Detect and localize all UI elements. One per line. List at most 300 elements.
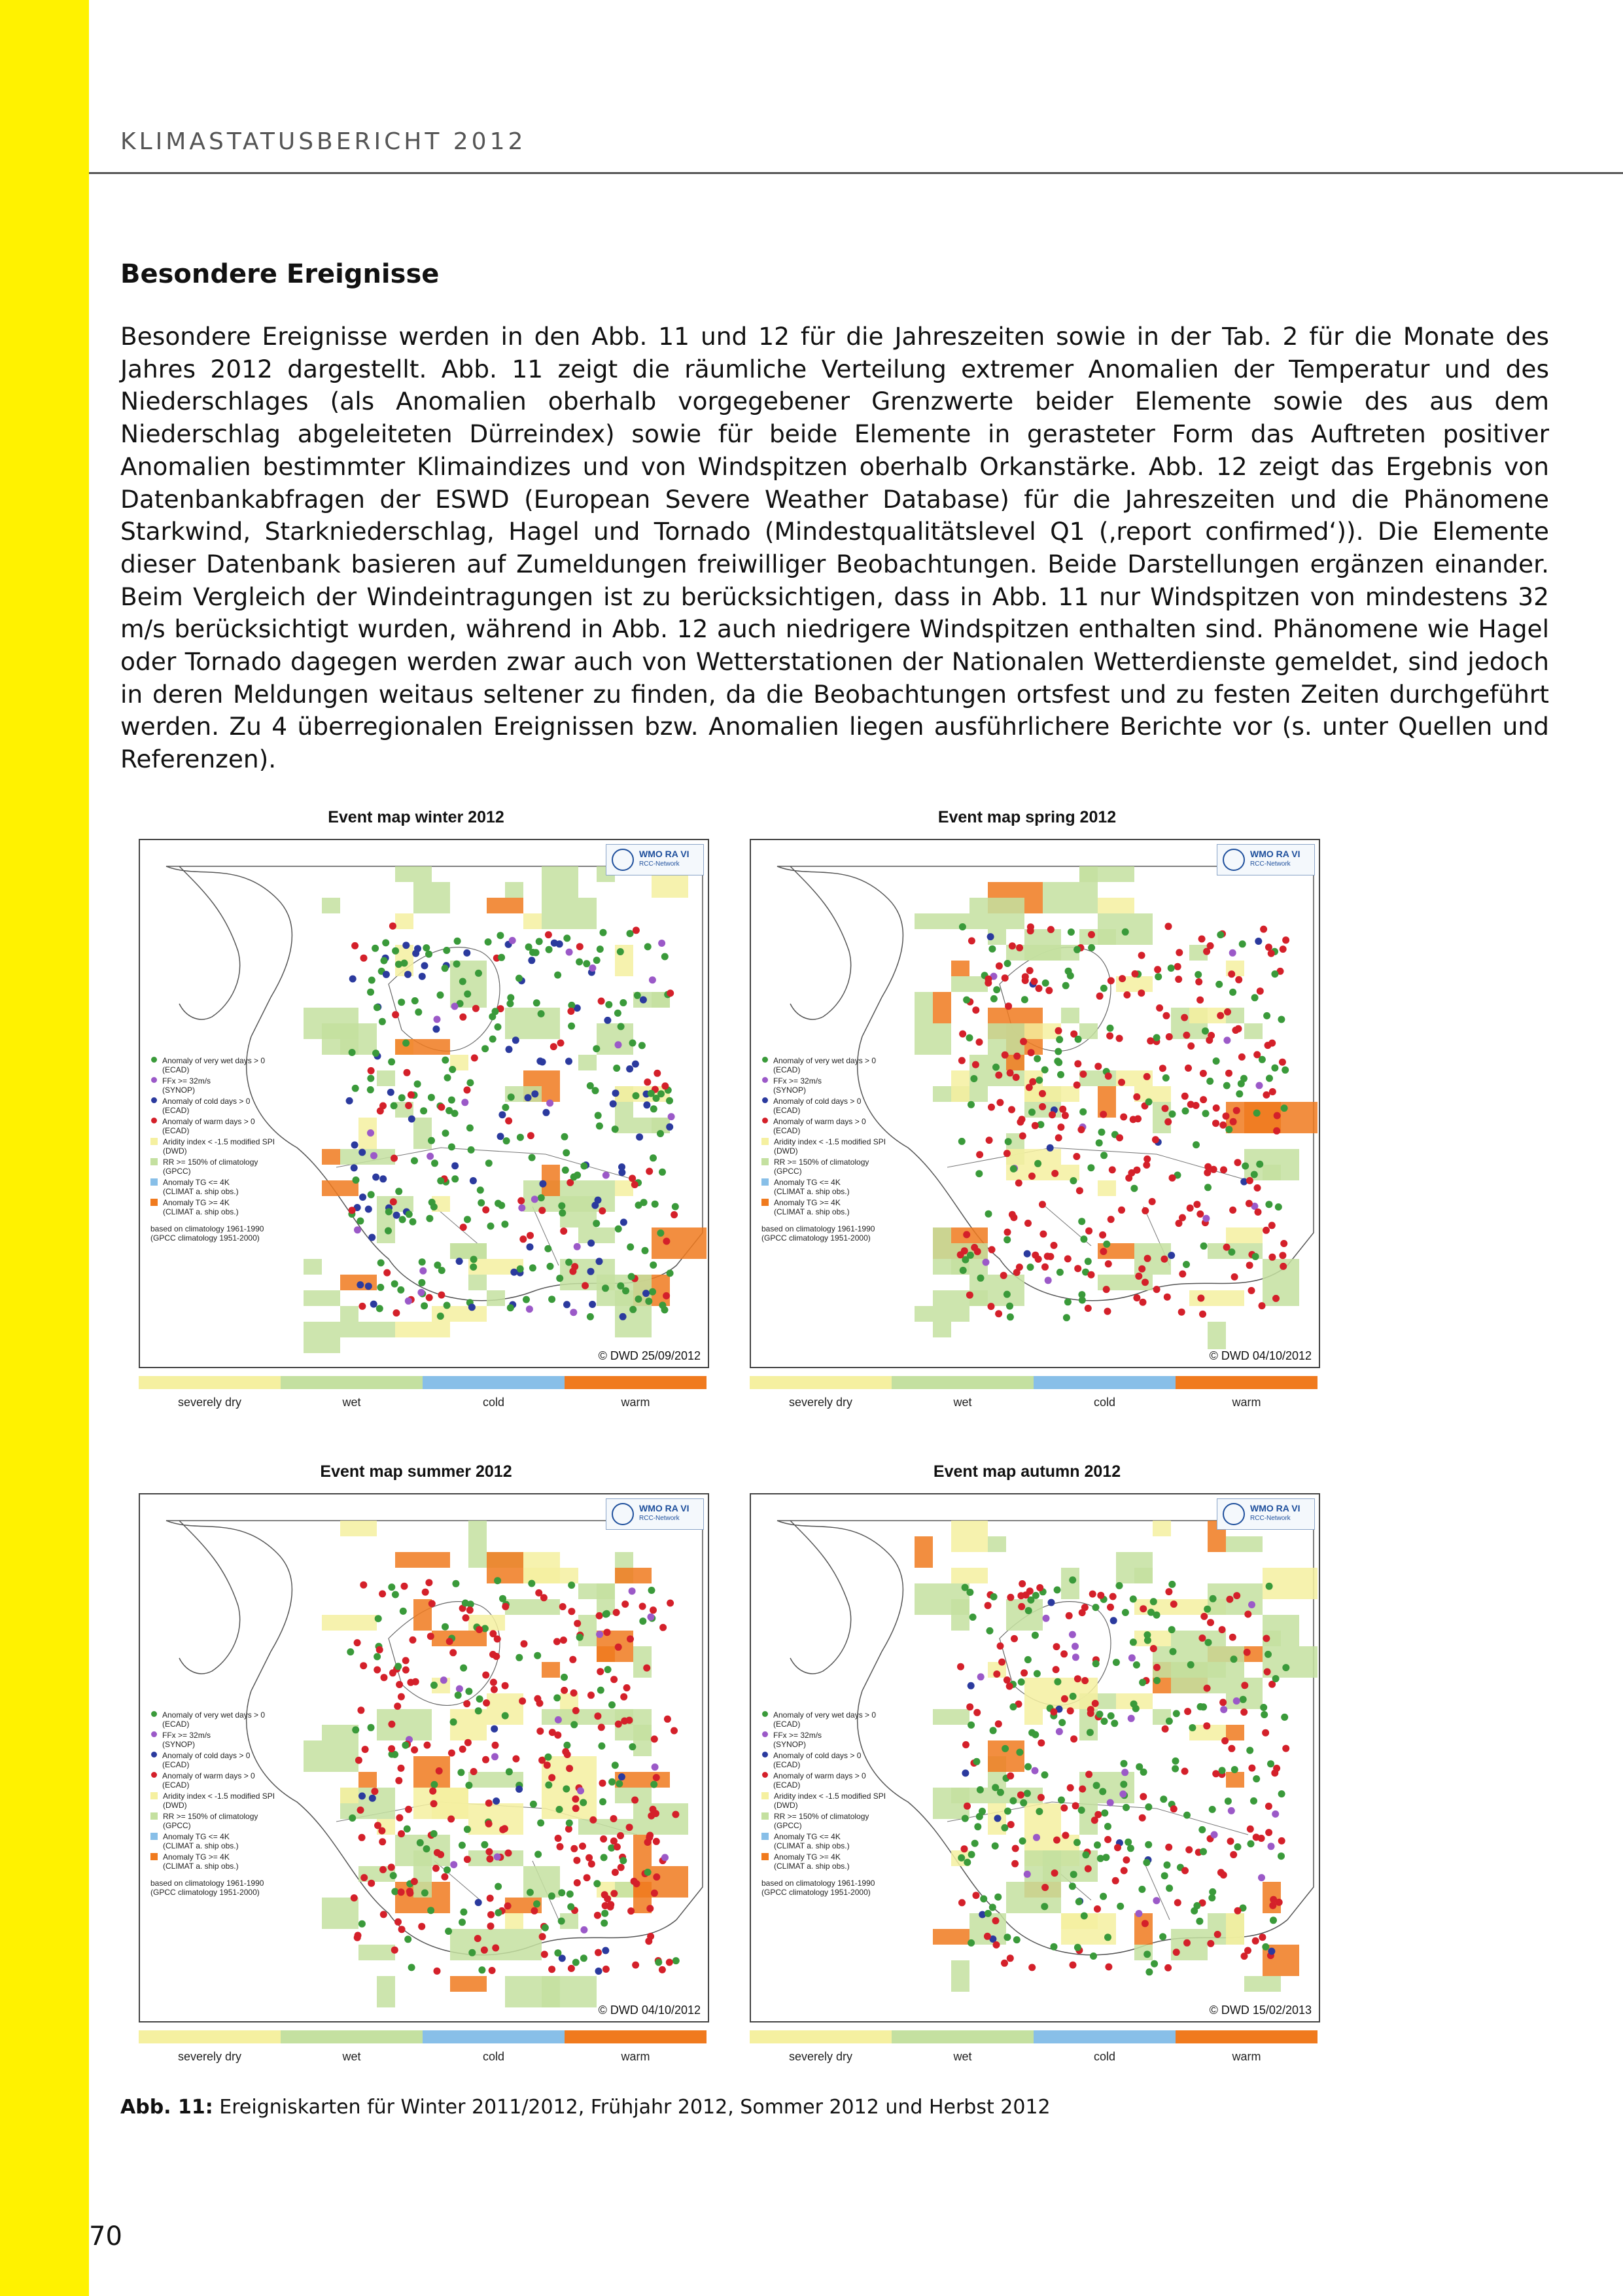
station-dot: [661, 1854, 669, 1861]
station-dot: [560, 1636, 567, 1644]
station-dot: [544, 1761, 551, 1769]
station-dot: [1032, 1632, 1039, 1639]
station-dot: [1204, 1184, 1212, 1191]
station-dot: [1060, 1805, 1068, 1812]
legend-source: (SYNOP): [773, 1740, 807, 1749]
station-dot: [627, 1635, 634, 1642]
station-dot: [1013, 1074, 1020, 1081]
legend-label: FFx >= 32m/s: [162, 1731, 211, 1740]
station-dot: [629, 1587, 636, 1595]
anomaly-cell: [1061, 1008, 1079, 1023]
station-dot: [1053, 1643, 1060, 1650]
station-dot: [448, 1143, 455, 1150]
station-dot: [411, 997, 419, 1004]
station-dot: [618, 1773, 625, 1780]
station-dot: [1183, 1261, 1190, 1268]
station-dot: [1072, 1802, 1079, 1809]
station-dot: [424, 1742, 431, 1749]
colorbar-segment: [139, 1376, 281, 1389]
station-dot: [1196, 997, 1204, 1004]
station-dot: [1067, 1784, 1074, 1792]
station-dot: [972, 1061, 979, 1069]
station-dot: [1258, 1874, 1265, 1881]
anomaly-cell: [358, 1945, 395, 1960]
legend-swatch: [151, 1772, 157, 1778]
station-dot: [1145, 1803, 1152, 1810]
legend-item: [761, 1117, 958, 1135]
station-dot: [1282, 1067, 1289, 1074]
station-dot: [565, 1259, 572, 1266]
anomaly-cell: [450, 1243, 487, 1259]
station-dot: [647, 1614, 654, 1621]
station-dot: [659, 1966, 666, 1973]
colorbar-segment: [892, 2030, 1034, 2043]
station-dot: [1255, 938, 1262, 945]
station-dot: [988, 1104, 995, 1111]
legend-label: Anomaly of warm days > 0: [162, 1771, 255, 1780]
station-dot: [635, 1296, 642, 1303]
legend-swatch: [761, 1792, 769, 1799]
station-dot: [588, 1860, 595, 1867]
station-dot: [1048, 1599, 1055, 1606]
station-dot: [597, 945, 604, 953]
station-dot: [1001, 1960, 1008, 1967]
station-dot: [494, 1577, 501, 1584]
station-dot: [654, 1070, 661, 1077]
station-dot: [1062, 982, 1070, 989]
station-dot: [1235, 1025, 1242, 1033]
station-dot: [1153, 1664, 1161, 1671]
station-dot: [992, 1064, 1000, 1071]
colorbar-segment: [565, 2030, 707, 2043]
station-dot: [460, 1665, 467, 1672]
station-dot: [538, 1207, 546, 1214]
station-dot: [379, 1590, 386, 1597]
anomaly-cell: [1244, 1023, 1263, 1039]
station-dot: [1113, 1659, 1120, 1666]
station-dot: [620, 999, 627, 1006]
station-dot: [506, 1046, 513, 1053]
station-dot: [995, 1720, 1002, 1727]
station-dot: [354, 1639, 361, 1646]
station-dot: [1264, 1669, 1271, 1676]
station-dot: [503, 1137, 510, 1144]
station-dot: [559, 1603, 567, 1610]
station-dot: [1138, 1265, 1145, 1273]
station-dot: [1125, 1839, 1132, 1846]
station-dot: [959, 923, 966, 930]
station-dot: [1042, 980, 1049, 987]
station-dot: [986, 1137, 993, 1144]
station-dot: [371, 1788, 378, 1795]
legend-item: [150, 1852, 347, 1871]
station-dot: [650, 1606, 657, 1614]
station-dot: [398, 1888, 405, 1896]
station-dot: [1038, 1794, 1045, 1801]
station-dot: [1038, 1739, 1045, 1746]
station-dot: [461, 1099, 468, 1106]
station-dot: [475, 1899, 482, 1906]
station-dot: [534, 1851, 542, 1858]
station-dot: [1153, 1612, 1161, 1619]
station-dot: [506, 1768, 513, 1775]
station-dot: [1234, 1843, 1242, 1850]
station-dot: [475, 970, 482, 977]
colorbar-labels: [139, 2050, 707, 2064]
station-dot: [646, 1905, 654, 1912]
station-dot: [472, 1005, 480, 1012]
station-dot: [640, 997, 647, 1004]
station-dot: [426, 1294, 433, 1301]
anomaly-cell: [413, 882, 432, 913]
station-dot: [1121, 1760, 1128, 1767]
station-dot: [1183, 1812, 1191, 1819]
station-dot: [1280, 1263, 1287, 1270]
station-dot: [502, 1682, 509, 1689]
colorbar-label: warm: [621, 2050, 650, 2063]
legend-item: [150, 1137, 347, 1156]
station-dot: [410, 1636, 417, 1644]
station-dot: [401, 1583, 408, 1590]
station-dot: [539, 1933, 546, 1940]
station-dot: [548, 1296, 555, 1303]
station-dot: [1282, 1664, 1289, 1671]
station-dot: [1104, 1308, 1111, 1315]
legend-label: Anomaly of cold days > 0: [162, 1751, 251, 1760]
station-dot: [1183, 1032, 1190, 1039]
station-dot: [351, 1164, 358, 1171]
station-dot: [518, 1205, 525, 1212]
station-dot: [1039, 1090, 1046, 1097]
station-dot: [1231, 1273, 1238, 1280]
station-dot: [494, 1853, 501, 1860]
station-dot: [1009, 1797, 1017, 1805]
station-dot: [990, 1727, 997, 1734]
station-dot: [501, 1221, 508, 1228]
station-dot: [515, 1654, 523, 1661]
station-dot: [1074, 1675, 1081, 1682]
station-dot: [1219, 1122, 1227, 1129]
station-dot: [476, 1626, 483, 1633]
station-dot: [976, 1151, 983, 1158]
station-dot: [1073, 1839, 1081, 1846]
legend-label: Aridity index < -1.5 modified SPI: [774, 1792, 886, 1801]
station-dot: [463, 949, 470, 957]
station-dot: [393, 1212, 400, 1219]
station-dot: [459, 978, 466, 985]
station-dot: [532, 949, 540, 956]
anomaly-cell: [340, 1306, 358, 1322]
station-dot: [533, 1900, 540, 1907]
station-dot: [1106, 1033, 1113, 1040]
anomaly-cell: [377, 1212, 395, 1243]
station-dot: [442, 1129, 449, 1137]
station-dot: [668, 1113, 675, 1120]
station-dot: [374, 1667, 381, 1674]
legend-swatch: [151, 1118, 157, 1123]
station-dot: [540, 1594, 548, 1601]
station-dot: [1121, 1867, 1128, 1874]
legend-source: (ECAD): [773, 1720, 801, 1729]
station-dot: [602, 1172, 610, 1179]
station-dot: [636, 1133, 643, 1140]
colorbar-segment: [750, 1376, 892, 1389]
legend-label: Anomaly TG >= 4K: [774, 1852, 841, 1862]
station-dot: [1022, 977, 1029, 984]
station-dot: [351, 1894, 358, 1901]
station-dot: [1135, 1910, 1142, 1917]
legend-item: [150, 1792, 347, 1810]
station-dot: [602, 1284, 609, 1292]
station-dot: [1104, 1934, 1111, 1941]
station-dot: [1043, 1615, 1050, 1622]
station-dot: [358, 1920, 366, 1928]
legend-note-line2: (GPCC climatology 1951-2000): [150, 1233, 260, 1243]
station-dot: [1017, 1118, 1024, 1125]
station-dot: [1138, 1886, 1145, 1893]
station-dot: [649, 1288, 656, 1296]
anomaly-cell: [1263, 1290, 1299, 1306]
station-dot: [1092, 1700, 1099, 1707]
station-dot: [607, 1903, 614, 1911]
station-dot: [528, 957, 535, 964]
station-dot: [402, 1040, 410, 1047]
station-dot: [594, 1712, 601, 1720]
station-dot: [973, 1758, 981, 1765]
station-dot: [460, 1909, 467, 1916]
legend-item: [761, 1731, 958, 1749]
station-dot: [1056, 1728, 1063, 1735]
station-dot: [390, 1198, 397, 1205]
station-dot: [556, 940, 563, 947]
station-dot: [1217, 931, 1224, 938]
station-dot: [450, 1861, 457, 1868]
station-dot: [1078, 1807, 1085, 1814]
station-dot: [1272, 1810, 1279, 1818]
station-dot: [983, 1259, 990, 1266]
legend-note: [150, 1879, 347, 1897]
station-dot: [992, 1784, 999, 1791]
station-dot: [561, 1133, 568, 1140]
station-dot: [617, 1282, 624, 1290]
station-dot: [1139, 1814, 1146, 1822]
station-dot: [1019, 1580, 1026, 1587]
station-dot: [1055, 1134, 1062, 1141]
station-dot: [376, 1305, 383, 1312]
station-dot: [426, 1215, 433, 1222]
station-dot: [1179, 1271, 1186, 1278]
legend-source: (CLIMAT a. ship obs.): [163, 1207, 239, 1216]
station-dot: [594, 1912, 601, 1919]
station-dot: [381, 1674, 388, 1681]
station-dot: [567, 1903, 574, 1911]
station-dot: [421, 1302, 428, 1309]
station-dot: [395, 961, 402, 968]
station-dot: [1060, 1650, 1068, 1657]
station-dot: [1161, 1256, 1168, 1263]
legend-label: Anomaly TG <= 4K: [774, 1832, 841, 1841]
station-dot: [646, 1168, 653, 1175]
legend-note-line1: based on climatology 1961-1990: [150, 1224, 264, 1233]
station-dot: [1006, 1303, 1013, 1310]
station-dot: [1267, 1760, 1274, 1767]
anomaly-cell: [542, 898, 597, 929]
station-dot: [1223, 1244, 1230, 1251]
station-dot: [1120, 1781, 1127, 1788]
anomaly-cell: [1116, 1552, 1153, 1583]
station-dot: [1123, 1856, 1130, 1863]
station-dot: [657, 1130, 664, 1137]
station-dot: [1109, 1593, 1117, 1600]
station-dot: [1282, 1745, 1289, 1752]
station-dot: [570, 1309, 577, 1316]
station-dot: [422, 1589, 429, 1596]
legend-source: (ECAD): [162, 1720, 190, 1729]
legend-swatch: [150, 1853, 158, 1860]
station-dot: [487, 1911, 495, 1918]
legend-text: [774, 1852, 850, 1871]
station-dot: [539, 1180, 546, 1188]
station-dot: [395, 1188, 402, 1195]
station-dot: [1202, 1215, 1210, 1222]
station-dot: [1045, 1277, 1052, 1284]
station-dot: [392, 947, 399, 955]
legend-item: [150, 1157, 347, 1176]
station-dot: [1075, 1036, 1082, 1043]
station-dot: [538, 1010, 545, 1017]
station-dot: [1246, 1177, 1253, 1184]
station-dot: [1143, 1859, 1150, 1866]
station-dot: [1210, 1595, 1217, 1602]
station-dot: [498, 1111, 506, 1118]
station-dot: [612, 1869, 619, 1876]
station-dot: [1087, 1164, 1094, 1171]
station-dot: [1145, 1099, 1153, 1106]
station-dot: [633, 927, 640, 934]
station-dot: [349, 1049, 356, 1056]
station-dot: [393, 1309, 400, 1316]
station-dot: [1228, 970, 1235, 978]
station-dot: [985, 1602, 992, 1609]
station-dot: [1169, 1110, 1176, 1118]
station-dot: [362, 1746, 369, 1753]
station-dot: [1039, 1231, 1047, 1238]
station-dot: [1107, 1799, 1114, 1807]
station-dot: [1260, 1704, 1267, 1711]
station-dot: [664, 1716, 671, 1723]
anomaly-cell: [432, 882, 450, 913]
anomaly-cell: [1043, 882, 1098, 913]
station-dot: [1074, 1060, 1081, 1067]
station-dot: [962, 1815, 969, 1822]
station-dot: [568, 1581, 575, 1589]
station-dot: [599, 1207, 606, 1214]
station-dot: [970, 1075, 977, 1082]
legend-label: Anomaly TG >= 4K: [774, 1198, 841, 1207]
station-dot: [579, 1843, 586, 1850]
station-dot: [648, 1812, 655, 1820]
station-dot: [1221, 1737, 1229, 1744]
station-dot: [633, 1880, 640, 1887]
station-dot: [537, 1820, 544, 1827]
station-dot: [1079, 1609, 1086, 1616]
station-dot: [576, 1634, 584, 1641]
station-dot: [555, 1835, 562, 1842]
station-dot: [1271, 1065, 1278, 1072]
station-dot: [591, 1202, 599, 1209]
legend-item: [761, 1076, 958, 1095]
station-dot: [645, 1298, 652, 1305]
station-dot: [1240, 1708, 1248, 1716]
station-dot: [671, 1211, 678, 1218]
station-dot: [987, 933, 994, 940]
anomaly-cell: [542, 1165, 560, 1196]
station-dot: [553, 1694, 561, 1701]
station-dot: [502, 1712, 509, 1720]
legend-item: [761, 1178, 958, 1196]
anomaly-cell: [597, 1023, 633, 1055]
station-dot: [593, 957, 601, 964]
legend-item: [761, 1198, 958, 1216]
station-dot: [572, 1795, 579, 1803]
station-dot: [420, 1107, 427, 1114]
station-dot: [1281, 1714, 1288, 1721]
station-dot: [989, 1904, 996, 1911]
station-dot: [1248, 1840, 1255, 1847]
station-dot: [1253, 1051, 1261, 1058]
station-dot: [1070, 1177, 1077, 1184]
station-dot: [559, 1209, 566, 1216]
station-dot: [566, 1820, 573, 1827]
station-dot: [661, 953, 669, 961]
station-dot: [437, 1313, 444, 1320]
anomaly-cell: [377, 1070, 395, 1086]
station-dot: [990, 1593, 998, 1600]
legend-note-line1: based on climatology 1961-1990: [761, 1224, 875, 1233]
station-dot: [1169, 1174, 1176, 1182]
station-dot: [1088, 944, 1095, 951]
station-dot: [455, 1691, 462, 1699]
colorbar-segment: [281, 2030, 423, 2043]
station-dot: [1085, 1305, 1092, 1312]
station-dot: [1019, 1133, 1026, 1140]
station-dot: [1062, 1112, 1069, 1119]
station-dot: [438, 1104, 445, 1111]
station-dot: [1064, 1255, 1072, 1262]
station-dot: [1228, 1745, 1235, 1752]
station-dot: [1161, 1872, 1168, 1879]
station-dot: [482, 1756, 489, 1763]
station-dot: [1051, 1869, 1058, 1877]
station-dot: [1047, 1144, 1054, 1152]
station-dot: [571, 1263, 578, 1270]
station-dot: [1263, 1635, 1270, 1642]
station-dot: [1279, 1059, 1286, 1066]
station-dot: [1164, 1964, 1172, 1971]
station-dot: [434, 1016, 441, 1023]
anomaly-cell: [340, 1322, 395, 1337]
station-dot: [1162, 1012, 1170, 1019]
anomaly-cell: [1134, 1913, 1153, 1945]
station-dot: [1265, 1829, 1272, 1836]
station-dot: [1032, 1252, 1039, 1259]
station-dot: [368, 1724, 375, 1731]
station-dot: [419, 1258, 426, 1265]
station-dot: [1273, 1765, 1280, 1772]
station-dot: [1168, 1252, 1175, 1259]
legend-item: [761, 1832, 958, 1850]
anomaly-cell: [1061, 1913, 1098, 1929]
